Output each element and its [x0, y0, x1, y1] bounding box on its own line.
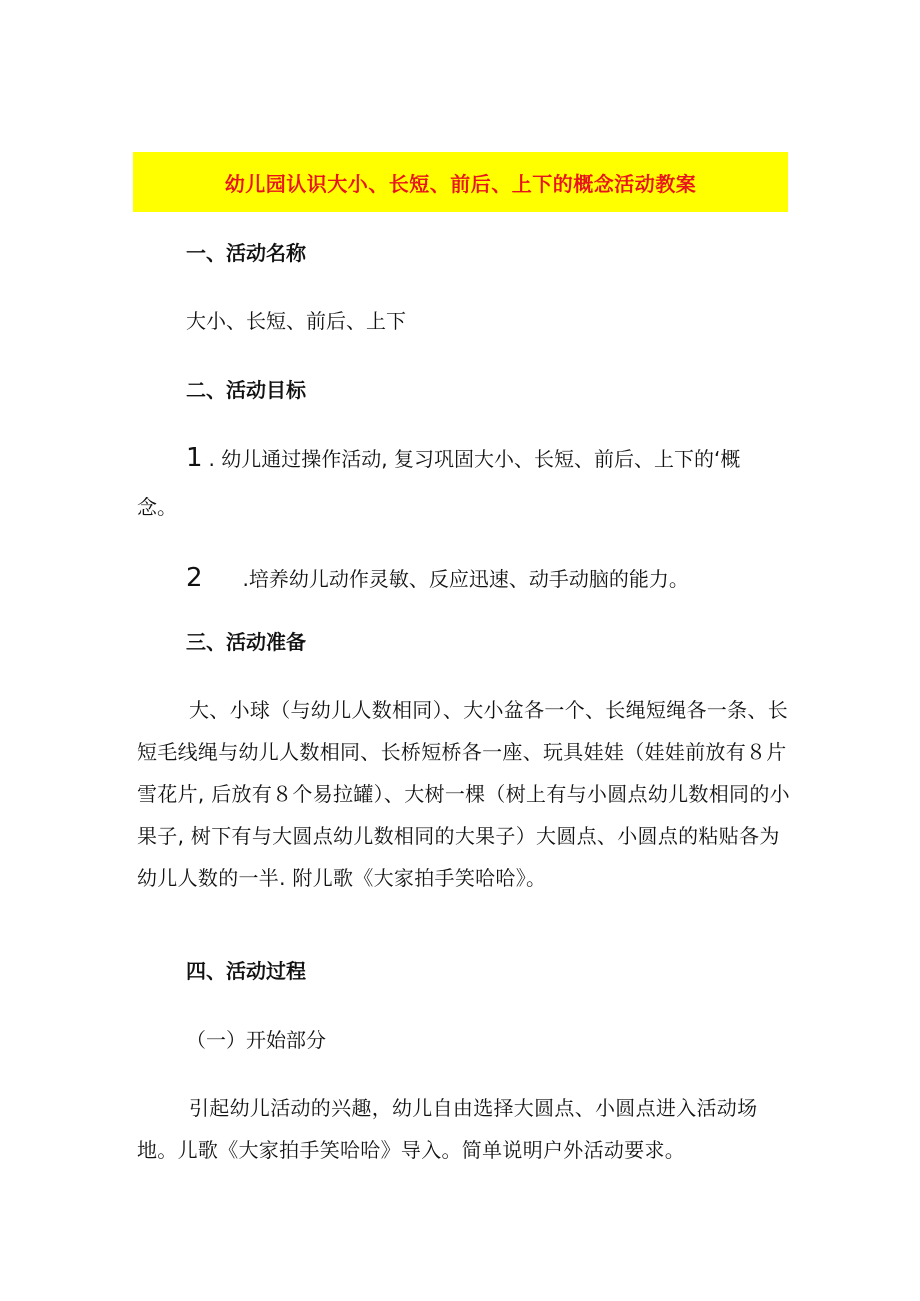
- goal-2-line: [186, 553, 689, 604]
- goal-2-number: 2: [186, 563, 203, 593]
- goal-1-number: 1: [186, 443, 203, 473]
- goal-1-line-2: 念。: [137, 495, 177, 519]
- section-heading-activity-goals: 二、活动目标: [186, 378, 306, 402]
- subsection-heading-start: （一）开始部分: [186, 1028, 326, 1052]
- goal-1-text: . 幼儿通过操作活动, 复习巩固大小、长短、前后、上下的‘概: [208, 447, 741, 471]
- activity-name-text: 大小、长短、前后、上下: [186, 309, 406, 333]
- start-paragraph: 引起幼儿活动的兴趣，幼儿自由选择大圆点、小圆点进入活动场地。儿歌《大家拍手笑哈哈》导入。简单说明户外活动要求。: [137, 1096, 758, 1162]
- section-heading-activity-preparation: 三、活动准备: [186, 630, 306, 654]
- section-heading-activity-process: 四、活动过程: [186, 959, 306, 983]
- goal-2-text: .培养幼儿动作灵敏、反应迅速、动手动脑的能力。: [242, 567, 689, 591]
- goal-1-line-1: [186, 433, 740, 484]
- document-title: 幼儿园认识大小、长短、前后、上下的概念活动教案: [224, 171, 697, 196]
- title-banner: [133, 152, 788, 212]
- preparation-paragraph: 大、小球（与幼儿人数相同）、大小盆各一个、长绳短绳各一条、长短毛线绳与幼儿人数相同、长桥短桥各一座、玩具娃娃（娃娃前放有８片雪花片, 后放有８个易拉罐）、大树一棵（树上有与小圆点幼儿数相同的小果子, 树下有与大圆点幼儿数相同的大果子）大圆点、小圆点的粘贴各为幼儿人数的一半. 附儿歌《大家拍手笑哈哈》。: [137, 698, 790, 890]
- section-heading-activity-name: 一、活动名称: [186, 241, 306, 265]
